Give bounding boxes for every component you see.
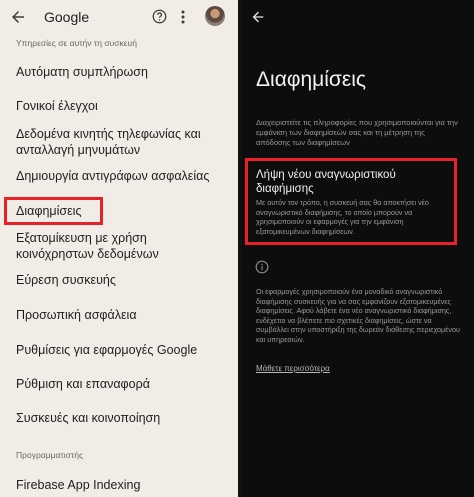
avatar[interactable]	[205, 6, 225, 26]
page-description: Διαχειριστείτε τις πληροφορίες που χρησιμοποιούνται για την εμφάνιση των διαφημίσεών σας και τη μέτρηση της απόδοσης των διαφημίσεων	[256, 118, 458, 147]
menu-item-google-apps-settings[interactable]: Ρυθμίσεις για εφαρμογές Google	[16, 343, 198, 357]
highlight-box-ads	[4, 197, 103, 225]
menu-item-find-device[interactable]: Εύρεση συσκευής	[16, 273, 116, 287]
help-icon[interactable]	[152, 9, 167, 24]
section-header-device: Υπηρεσίες σε αυτήν τη συσκευή	[16, 38, 137, 48]
page-title: Google	[44, 9, 90, 25]
menu-item-mobile-data-messaging[interactable]: Δεδομένα κινητής τηλεφωνίας και ανταλλαγή μηνυμάτων	[16, 127, 201, 157]
arrow-back-icon[interactable]	[250, 9, 266, 25]
menu-item-parental-controls[interactable]: Γονικοί έλεγχοι	[16, 99, 98, 113]
info-text: Οι εφαρμογές χρησιμοποιούν ένα μοναδικό αναγνωριστικό διαφήμισης συσκευής για να σας εμφανίζουν εξατομικευμένες διαφημίσεις. Αφού λάβετε ένα νέο αναγνωριστικό διαφήμισης, ενδέχεται να βλέπετε πιο σχετικές διαφημίσεις, ώστε να συμβάλλει στην υποστήριξη της δωρεάν διάθεσης περιεχομένου και υπηρεσιών.	[256, 287, 460, 344]
info-icon	[255, 260, 269, 274]
menu-item-firebase-app-indexing[interactable]: Firebase App Indexing	[16, 478, 141, 492]
reset-ad-id-description: Με αυτόν τον τρόπο, η συσκευή σας θα αποκτήσει νέο αναγνωριστικό διαφήμισης, το οποίο μπορούν να χρησιμοποιούν οι εφαρμογές για την εμφάνιση εξατομικευμένων διαφημίσεων.	[256, 198, 429, 236]
arrow-back-icon[interactable]	[9, 8, 27, 26]
menu-item-devices-sharing[interactable]: Συσκευές και κοινοποίηση	[16, 411, 161, 425]
menu-item-ads[interactable]: Διαφημίσεις	[16, 204, 82, 218]
page-title: Διαφημίσεις	[256, 68, 367, 91]
menu-item-personalization[interactable]: Εξατομίκευση με χρήση κοινόχρηστων δεδομένων	[16, 231, 159, 261]
learn-more-link[interactable]: Μάθετε περισσότερα	[256, 364, 330, 373]
menu-item-backup[interactable]: Δημιουργία αντιγράφων ασφαλείας	[16, 169, 210, 183]
top-app-bar	[0, 0, 238, 34]
ads-settings-panel	[242, 0, 474, 497]
menu-item-autofill[interactable]: Αυτόματη συμπλήρωση	[16, 65, 148, 79]
section-header-developer: Προγραμματιστής	[16, 450, 84, 460]
menu-item-personal-safety[interactable]: Προσωπική ασφάλεια	[16, 308, 137, 322]
more-vert-icon[interactable]	[179, 9, 187, 25]
menu-item-setup-restore[interactable]: Ρύθμιση και επαναφορά	[16, 377, 150, 391]
reset-ad-id-title[interactable]: Λήψη νέου αναγνωριστικού διαφήμισης	[256, 169, 396, 195]
